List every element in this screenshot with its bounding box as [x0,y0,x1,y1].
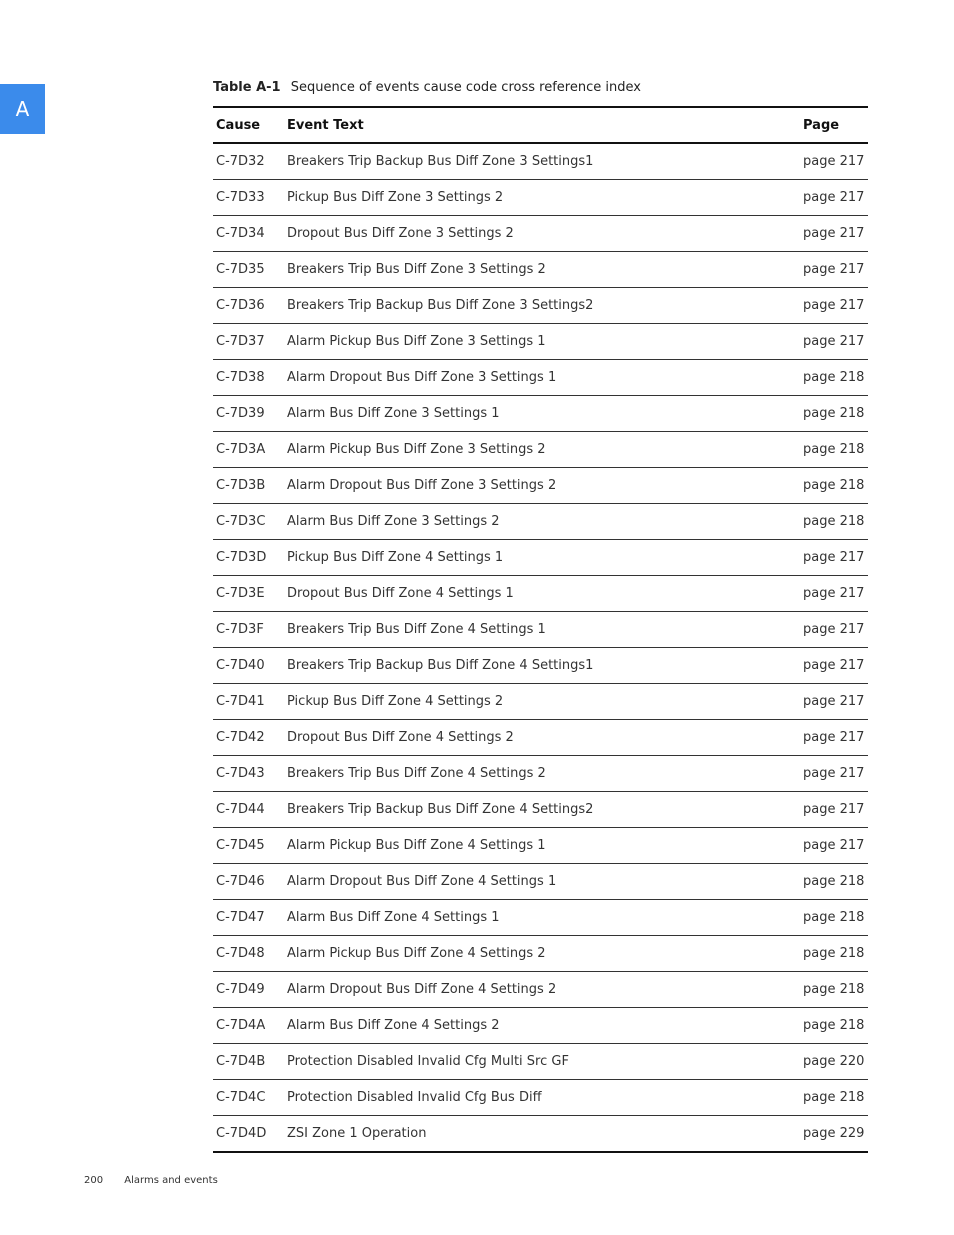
event-text-cell: Breakers Trip Backup Bus Diff Zone 3 Settings1 [284,143,800,180]
cause-code-cell: C-7D43 [213,756,284,792]
table-row [213,432,868,468]
event-text-cell: Breakers Trip Backup Bus Diff Zone 3 Settings2 [284,288,800,324]
page-ref-cell: page 217 [800,828,868,864]
cause-code-cell: C-7D41 [213,684,284,720]
event-text-cell: Dropout Bus Diff Zone 4 Settings 2 [284,720,800,756]
table-row [213,540,868,576]
page-ref-cell: page 218 [800,1080,868,1116]
footer-page-number: 200 [84,1175,104,1186]
table-row [213,288,868,324]
cause-code-cell: C-7D3D [213,540,284,576]
cause-code-cell: C-7D4D [213,1116,284,1153]
table-row [213,216,868,252]
page-ref-cell: page 217 [800,756,868,792]
table-row [213,756,868,792]
event-text-cell: Breakers Trip Bus Diff Zone 3 Settings 2 [284,252,800,288]
table-caption-label: Table A-1 [213,80,281,95]
cause-code-cell: C-7D3A [213,432,284,468]
cause-code-cell: C-7D42 [213,720,284,756]
table-row [213,612,868,648]
cause-code-cell: C-7D3C [213,504,284,540]
cause-code-cell: C-7D32 [213,143,284,180]
table-row [213,648,868,684]
event-text-cell: Alarm Dropout Bus Diff Zone 4 Settings 2 [284,972,800,1008]
table-row [213,180,868,216]
footer-section-title: Alarms and events [124,1175,218,1186]
page-ref-cell: page 217 [800,612,868,648]
page-ref-cell: page 218 [800,396,868,432]
cause-code-table [213,106,868,1153]
page-ref-cell: page 217 [800,540,868,576]
event-text-cell: Alarm Bus Diff Zone 3 Settings 2 [284,504,800,540]
event-text-cell: Alarm Dropout Bus Diff Zone 4 Settings 1 [284,864,800,900]
header-cause: Cause [216,117,261,133]
header-page: Page [803,117,840,133]
page-ref-cell: page 218 [800,936,868,972]
cause-code-cell: C-7D47 [213,900,284,936]
page-ref-cell: page 218 [800,972,868,1008]
cause-code-cell: C-7D33 [213,180,284,216]
cause-code-cell: C-7D45 [213,828,284,864]
page-ref-cell: page 217 [800,684,868,720]
cause-code-cell: C-7D46 [213,864,284,900]
table-row [213,1044,868,1080]
page-ref-cell: page 217 [800,252,868,288]
page-ref-cell: page 218 [800,504,868,540]
table-header-row [213,107,868,143]
event-text-cell: Breakers Trip Backup Bus Diff Zone 4 Settings1 [284,648,800,684]
event-text-cell: Breakers Trip Bus Diff Zone 4 Settings 1 [284,612,800,648]
page-ref-cell: page 217 [800,216,868,252]
cause-code-cell: C-7D38 [213,360,284,396]
event-text-cell: Alarm Bus Diff Zone 4 Settings 2 [284,1008,800,1044]
cause-code-cell: C-7D4A [213,1008,284,1044]
event-text-cell: Breakers Trip Backup Bus Diff Zone 4 Settings2 [284,792,800,828]
table-row [213,252,868,288]
event-text-cell: Pickup Bus Diff Zone 3 Settings 2 [284,180,800,216]
event-text-cell: Breakers Trip Bus Diff Zone 4 Settings 2 [284,756,800,792]
page-ref-cell: page 217 [800,180,868,216]
table-row [213,972,868,1008]
table-row [213,504,868,540]
page-footer [84,1175,218,1186]
table-row [213,1080,868,1116]
page-ref-cell: page 229 [800,1116,868,1153]
page-ref-cell: page 218 [800,468,868,504]
event-text-cell: Alarm Bus Diff Zone 3 Settings 1 [284,396,800,432]
page-ref-cell: page 217 [800,143,868,180]
cause-code-cell: C-7D34 [213,216,284,252]
cause-code-cell: C-7D39 [213,396,284,432]
page-ref-cell: page 217 [800,324,868,360]
section-tab-letter: A [15,97,30,121]
table-body [213,143,868,1152]
page-ref-cell: page 218 [800,900,868,936]
page-ref-cell: page 218 [800,360,868,396]
cause-code-cell: C-7D36 [213,288,284,324]
cause-code-cell: C-7D4C [213,1080,284,1116]
table-row [213,324,868,360]
cause-code-cell: C-7D37 [213,324,284,360]
table-row [213,720,868,756]
cause-code-cell: C-7D48 [213,936,284,972]
event-text-cell: Alarm Pickup Bus Diff Zone 4 Settings 2 [284,936,800,972]
table-row [213,468,868,504]
page-ref-cell: page 218 [800,432,868,468]
table-row [213,396,868,432]
page-ref-cell: page 217 [800,792,868,828]
cause-code-cell: C-7D35 [213,252,284,288]
table-row [213,360,868,396]
event-text-cell: Dropout Bus Diff Zone 3 Settings 2 [284,216,800,252]
table-row [213,828,868,864]
event-text-cell: Protection Disabled Invalid Cfg Bus Diff [284,1080,800,1116]
page-ref-cell: page 220 [800,1044,868,1080]
table-row [213,143,868,180]
event-text-cell: Alarm Pickup Bus Diff Zone 3 Settings 2 [284,432,800,468]
page-ref-cell: page 217 [800,576,868,612]
page-ref-cell: page 218 [800,1008,868,1044]
event-text-cell: ZSI Zone 1 Operation [284,1116,800,1153]
cause-code-cell: C-7D49 [213,972,284,1008]
table-row [213,864,868,900]
cause-code-cell: C-7D44 [213,792,284,828]
page-ref-cell: page 217 [800,720,868,756]
table-row [213,1008,868,1044]
page-ref-cell: page 218 [800,864,868,900]
event-text-cell: Alarm Pickup Bus Diff Zone 3 Settings 1 [284,324,800,360]
event-text-cell: Dropout Bus Diff Zone 4 Settings 1 [284,576,800,612]
cause-code-cell: C-7D3F [213,612,284,648]
table-row [213,792,868,828]
event-text-cell: Pickup Bus Diff Zone 4 Settings 2 [284,684,800,720]
event-text-cell: Alarm Dropout Bus Diff Zone 3 Settings 1 [284,360,800,396]
header-event-text: Event Text [287,117,364,133]
table-row [213,936,868,972]
cause-code-cell: C-7D3E [213,576,284,612]
section-tab [0,84,45,134]
cause-code-cell: C-7D4B [213,1044,284,1080]
table-row [213,900,868,936]
event-text-cell: Pickup Bus Diff Zone 4 Settings 1 [284,540,800,576]
table-caption [213,80,641,95]
event-text-cell: Alarm Bus Diff Zone 4 Settings 1 [284,900,800,936]
event-text-cell: Alarm Dropout Bus Diff Zone 3 Settings 2 [284,468,800,504]
page-ref-cell: page 217 [800,648,868,684]
page-ref-cell: page 217 [800,288,868,324]
event-text-cell: Protection Disabled Invalid Cfg Multi Src GF [284,1044,800,1080]
cause-code-cell: C-7D40 [213,648,284,684]
table-row [213,576,868,612]
event-text-cell: Alarm Pickup Bus Diff Zone 4 Settings 1 [284,828,800,864]
table-row [213,684,868,720]
table-row [213,1116,868,1153]
cause-code-cell: C-7D3B [213,468,284,504]
table-caption-text: Sequence of events cause code cross reference index [290,80,641,95]
